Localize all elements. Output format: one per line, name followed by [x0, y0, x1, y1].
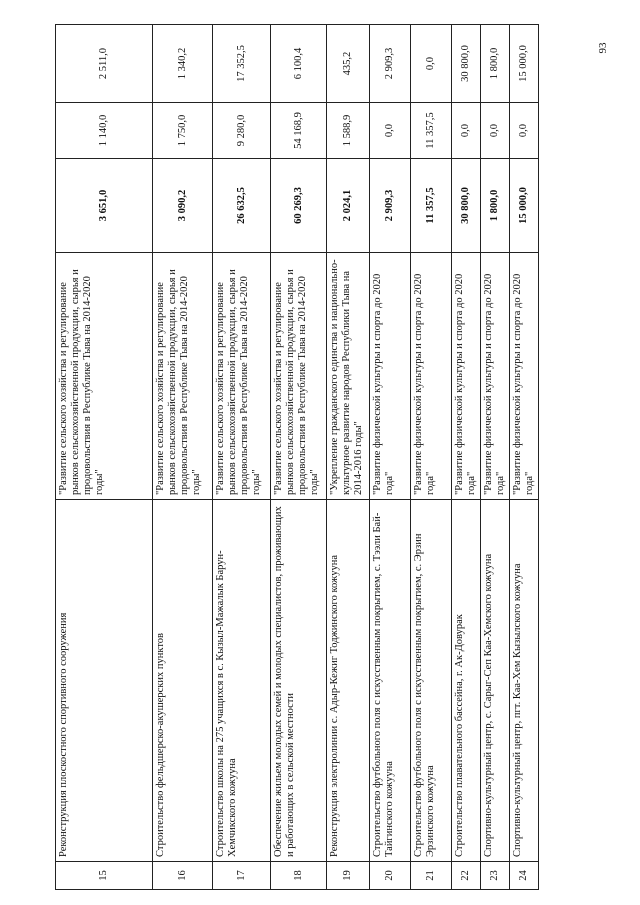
value-3: 0,0 — [411, 25, 452, 103]
table-row — [510, 25, 539, 890]
total-value: 1 800,0 — [481, 159, 510, 253]
program-name: "Развитие сельского хозяйства и регулирование рынков сельскохозяйственной продукции, сырья и продовольствия в Республике Тыва на 2014-2020 годы" — [213, 253, 271, 500]
object-name: Строительство футбольного поля с искусственным покрытием, с. Эрзин Эрзинского кожууна — [411, 500, 452, 862]
value-2: 0,0 — [370, 103, 411, 159]
row-number: 18 — [271, 862, 327, 890]
total-value: 11 357,5 — [411, 159, 452, 253]
row-number: 24 — [510, 862, 539, 890]
value-3: 30 800,0 — [452, 25, 481, 103]
program-name: "Развитие физической культуры и спорта до 2020 года" — [452, 253, 481, 500]
value-2: 1 140,0 — [56, 103, 153, 159]
value-2: 1 750,0 — [153, 103, 213, 159]
program-name: "Развитие физической культуры и спорта до 2020 года" — [370, 253, 411, 500]
program-name: "Укрепление гражданского единства и национально-культурное развитие народов Республики Тыва на 2014-2016 годы" — [327, 253, 370, 500]
row-number: 16 — [153, 862, 213, 890]
row-number: 20 — [370, 862, 411, 890]
object-name: Строительство школы на 275 учащихся в с. Кызыл-Мажалык Барун-Хемчикского кожууна — [213, 500, 271, 862]
investment-table — [55, 24, 539, 890]
value-3: 1 340,2 — [153, 25, 213, 103]
object-name: Строительство фельдшерско-акушерских пунктов — [153, 500, 213, 862]
row-number: 17 — [213, 862, 271, 890]
program-name: "Развитие физической культуры и спорта до 2020 года" — [411, 253, 452, 500]
program-name: "Развитие сельского хозяйства и регулирование рынков сельскохозяйственной продукции, сырья и продовольствия в Республике Тыва на 2014-2020 годы" — [271, 253, 327, 500]
value-3: 435,2 — [327, 25, 370, 103]
value-2: 0,0 — [481, 103, 510, 159]
table-row — [153, 25, 213, 890]
table-row — [411, 25, 452, 890]
total-value: 2 024,1 — [327, 159, 370, 253]
row-number: 19 — [327, 862, 370, 890]
row-number: 23 — [481, 862, 510, 890]
object-name: Обеспечение жильем молодых семей и молодых специалистов, проживающих и работающих в сельской местности — [271, 500, 327, 862]
value-3: 2 511,0 — [56, 25, 153, 103]
table-row — [481, 25, 510, 890]
value-3: 1 800,0 — [481, 25, 510, 103]
value-3: 2 909,3 — [370, 25, 411, 103]
object-name: Реконструкция электролинии с. Адыр-Кежиг Тоджинского кожууна — [327, 500, 370, 862]
program-name: "Развитие физической культуры и спорта до 2020 года" — [510, 253, 539, 500]
table-row — [452, 25, 481, 890]
value-3: 15 000,0 — [510, 25, 539, 103]
table-row — [56, 25, 153, 890]
value-3: 17 352,5 — [213, 25, 271, 103]
value-2: 0,0 — [452, 103, 481, 159]
value-3: 6 100,4 — [271, 25, 327, 103]
total-value: 60 269,3 — [271, 159, 327, 253]
total-value: 15 000,0 — [510, 159, 539, 253]
value-2: 1 588,9 — [327, 103, 370, 159]
row-number: 22 — [452, 862, 481, 890]
value-2: 54 168,9 — [271, 103, 327, 159]
table-row — [213, 25, 271, 890]
row-number: 21 — [411, 862, 452, 890]
object-name: Спортивно-культурный центр, с. Сарыг-Сеп Каа-Хемского кожууна — [481, 500, 510, 862]
table-row — [370, 25, 411, 890]
table-row — [271, 25, 327, 890]
program-name: "Развитие физической культуры и спорта до 2020 года" — [481, 253, 510, 500]
value-2: 9 280,0 — [213, 103, 271, 159]
object-name: Строительство футбольного поля с искусственным покрытием, с. Тээли Бай-Тайгинского кожууна — [370, 500, 411, 862]
object-name: Спортивно-культурный центр, пгт. Каа-Хем Кызылского кожууна — [510, 500, 539, 862]
program-name: "Развитие сельского хозяйства и регулирование рынков сельскохозяйственной продукции, сырья и продовольствия в Республике Тыва на 2014-2020 годы" — [153, 253, 213, 500]
total-value: 3 651,0 — [56, 159, 153, 253]
object-name: Строительство плавательного бассейна, г. Ак-Довурак — [452, 500, 481, 862]
page-number: 93 — [597, 42, 609, 54]
total-value: 26 632,5 — [213, 159, 271, 253]
value-2: 0,0 — [510, 103, 539, 159]
program-name: "Развитие сельского хозяйства и регулирование рынков сельскохозяйственной продукции, сырья и продовольствия в Республике Тыва на 2014-2020 годы" — [56, 253, 153, 500]
rotated-table-page — [55, 25, 575, 890]
value-2: 11 357,5 — [411, 103, 452, 159]
total-value: 2 909,3 — [370, 159, 411, 253]
row-number: 15 — [56, 862, 153, 890]
total-value: 30 800,0 — [452, 159, 481, 253]
object-name: Реконструкция плоскостного спортивного сооружения — [56, 500, 153, 862]
total-value: 3 090,2 — [153, 159, 213, 253]
table-row — [327, 25, 370, 890]
